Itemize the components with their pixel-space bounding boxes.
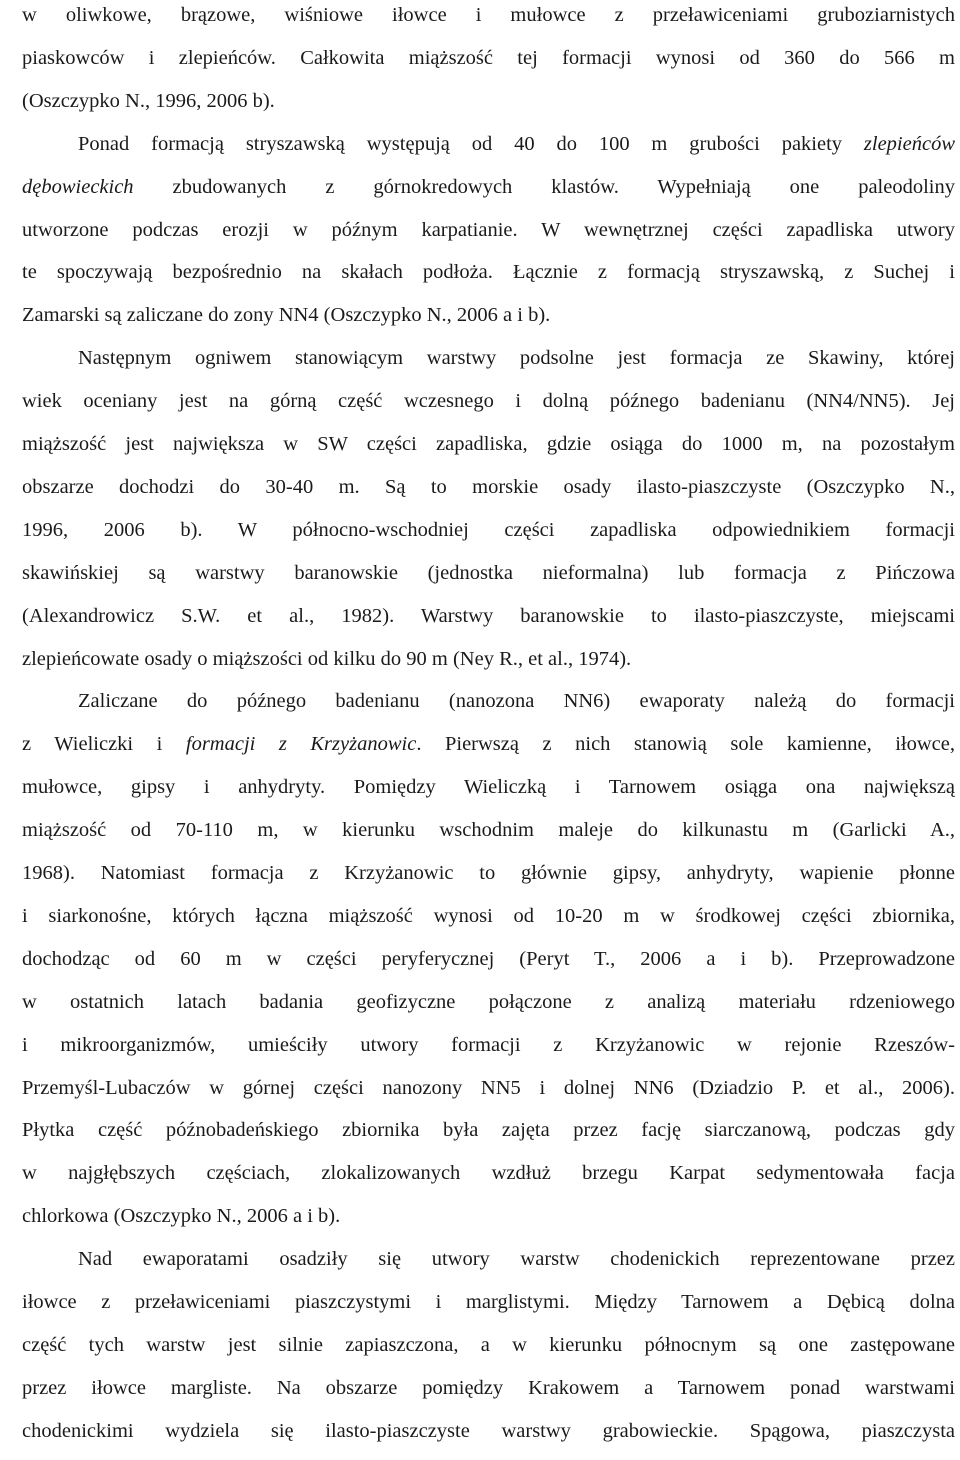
text-line <box>78 1244 955 1274</box>
line-text: w oliwkowe, brązowe, wiśniowe iłowce i mułowce z przeławiceniami gruboziarnistych <box>22 4 955 26</box>
line-text: zlepieńcowate osady o miąższości od kilku do 90 m (Ney R., et al., 1974). <box>22 647 632 670</box>
text-line <box>78 129 955 159</box>
text-line <box>22 815 955 845</box>
italic-term: dębowieckich <box>22 175 134 198</box>
text-line <box>22 1115 955 1145</box>
line-text: . Pierwszą z nich stanowią sole kamienne, iłowce, <box>416 733 956 756</box>
text-line <box>22 215 955 245</box>
line-text: Przemyśl-Lubaczów w górnej części nanozony NN5 i dolnej NN6 (Dziadzio P. et al., 2006). <box>22 1076 955 1099</box>
line-text: piaskowców i zlepieńców. Całkowita miąższość tej formacji wynosi od 360 do 566 m <box>22 46 955 69</box>
line-text: obszarze dochodzi do 30-40 m. Są to morskie osady ilasto-piaszczyste (Oszczypko N., <box>22 475 955 498</box>
text-line <box>22 386 955 416</box>
line-text: utworzone podczas erozji w późnym karpatianie. W wewnętrznej części zapadliska utwory <box>22 218 955 241</box>
text-line <box>22 1158 955 1188</box>
text-line <box>22 729 955 759</box>
line-text: Ponad formacją stryszawską występują od 40 do 100 m grubości pakiety <box>78 132 864 155</box>
line-text: w najgłębszych częściach, zlokalizowanych wzdłuż brzegu Karpat sedymentowała facja <box>22 1162 955 1185</box>
line-text: Następnym ogniwem stanowiącym warstwy podsolne jest formacja ze Skawiny, której <box>78 347 955 370</box>
line-text: i mikroorganizmów, umieściły utwory formacji z Krzyżanowic w rejonie Rzeszów- <box>22 1033 955 1056</box>
text-line <box>22 1073 955 1103</box>
line-text: Zaliczane do późnego badenianu (nanozona NN6) ewaporaty należą do formacji <box>78 690 955 713</box>
line-text: chodenickimi wydziela się ilasto-piaszczyste warstwy grabowieckie. Spągowa, piaszczysta <box>22 1419 955 1442</box>
line-text: zbudowanych z górnokredowych klastów. Wypełniają one paleodoliny <box>133 175 955 198</box>
text-line <box>22 515 955 545</box>
line-text: skawińskiej są warstwy baranowskie (jednostka nieformalna) lub formacja z Pińczowa <box>22 561 955 584</box>
text-line <box>22 1330 955 1360</box>
line-text: mułowce, gipsy i anhydryty. Pomiędzy Wieliczką i Tarnowem osiąga ona największą <box>22 776 955 799</box>
line-text: Zamarski są zaliczane do zony NN4 (Oszczypko N., 2006 a i b). <box>22 304 551 327</box>
line-text: te spoczywają bezpośrednio na skałach podłoża. Łącznie z formacją stryszawską, z Suchej i <box>22 261 955 284</box>
line-text: 1968). Natomiast formacja z Krzyżanowic to głównie gipsy, anhydryty, wapienie płonne <box>22 862 955 884</box>
line-text: (Oszczypko N., 1996, 2006 b). <box>22 89 275 112</box>
line-text: i siarkonośne, których łączna miąższość wynosi od 10-20 m w środkowej części zbiornika, <box>22 904 955 927</box>
line-text: Płytka część późnobadeńskiego zbiornika była zajęta przez fację siarczanową, podczas gdy <box>22 1119 955 1142</box>
text-line <box>22 257 955 287</box>
text-line <box>22 987 955 1017</box>
line-text: dochodząc od 60 m w części peryferycznej (Peryt T., 2006 a i b). Przeprowadzone <box>22 947 955 970</box>
text-line <box>22 429 955 459</box>
text-line <box>22 0 955 30</box>
text-line <box>22 300 550 330</box>
text-line <box>22 944 955 974</box>
text-line <box>78 686 955 716</box>
text-line <box>22 901 955 931</box>
text-line <box>78 343 955 373</box>
text-line <box>22 858 955 888</box>
line-text: (Alexandrowicz S.W. et al., 1982). Warstwy baranowskie to ilasto-piaszczyste, miejscami <box>22 604 955 627</box>
line-text: 1996, 2006 b). W północno-wschodniej części zapadliska odpowiednikiem formacji <box>22 518 955 541</box>
line-text: część tych warstw jest silnie zapiaszczona, a w kierunku północnym są one zastępowane <box>22 1333 955 1356</box>
text-line <box>22 472 955 502</box>
text-line <box>22 1416 955 1446</box>
line-text: iłowce z przeławiceniami piaszczystymi i marglistymi. Między Tarnowem a Dębicą dolna <box>22 1291 955 1313</box>
line-text: miąższość od 70-110 m, w kierunku wschodnim maleje do kilkunastu m (Garlicki A., <box>22 819 955 842</box>
text-line <box>22 1201 340 1231</box>
text-line <box>22 558 955 588</box>
text-line <box>22 772 955 802</box>
text-line <box>22 601 955 631</box>
italic-term: formacji z Krzyżanowic <box>185 733 417 756</box>
line-text: Nad ewaporatami osadziły się utwory warstw chodenickich reprezentowane przez <box>78 1248 955 1271</box>
italic-term: zlepieńców <box>863 132 955 155</box>
text-line <box>22 1287 955 1317</box>
text-line <box>22 172 955 202</box>
line-text: przez iłowce margliste. Na obszarze pomiędzy Krakowem a Tarnowem ponad warstwami <box>22 1376 955 1399</box>
text-line <box>22 1373 955 1403</box>
line-text: chlorkowa (Oszczypko N., 2006 a i b). <box>22 1205 341 1228</box>
line-text: z Wieliczki i <box>22 733 186 756</box>
text-line <box>22 1030 955 1060</box>
text-line <box>22 644 631 674</box>
text-line <box>22 43 955 73</box>
line-text: wiek oceniany jest na górną część wczesnego i dolną późnego badenianu (NN4/NN5). Jej <box>22 390 955 413</box>
line-text: w ostatnich latach badania geofizyczne połączone z analizą materiału rdzeniowego <box>22 990 955 1013</box>
text-line <box>22 86 275 116</box>
line-text: miąższość jest największa w SW części zapadliska, gdzie osiąga do 1000 m, na pozostałym <box>22 433 955 455</box>
